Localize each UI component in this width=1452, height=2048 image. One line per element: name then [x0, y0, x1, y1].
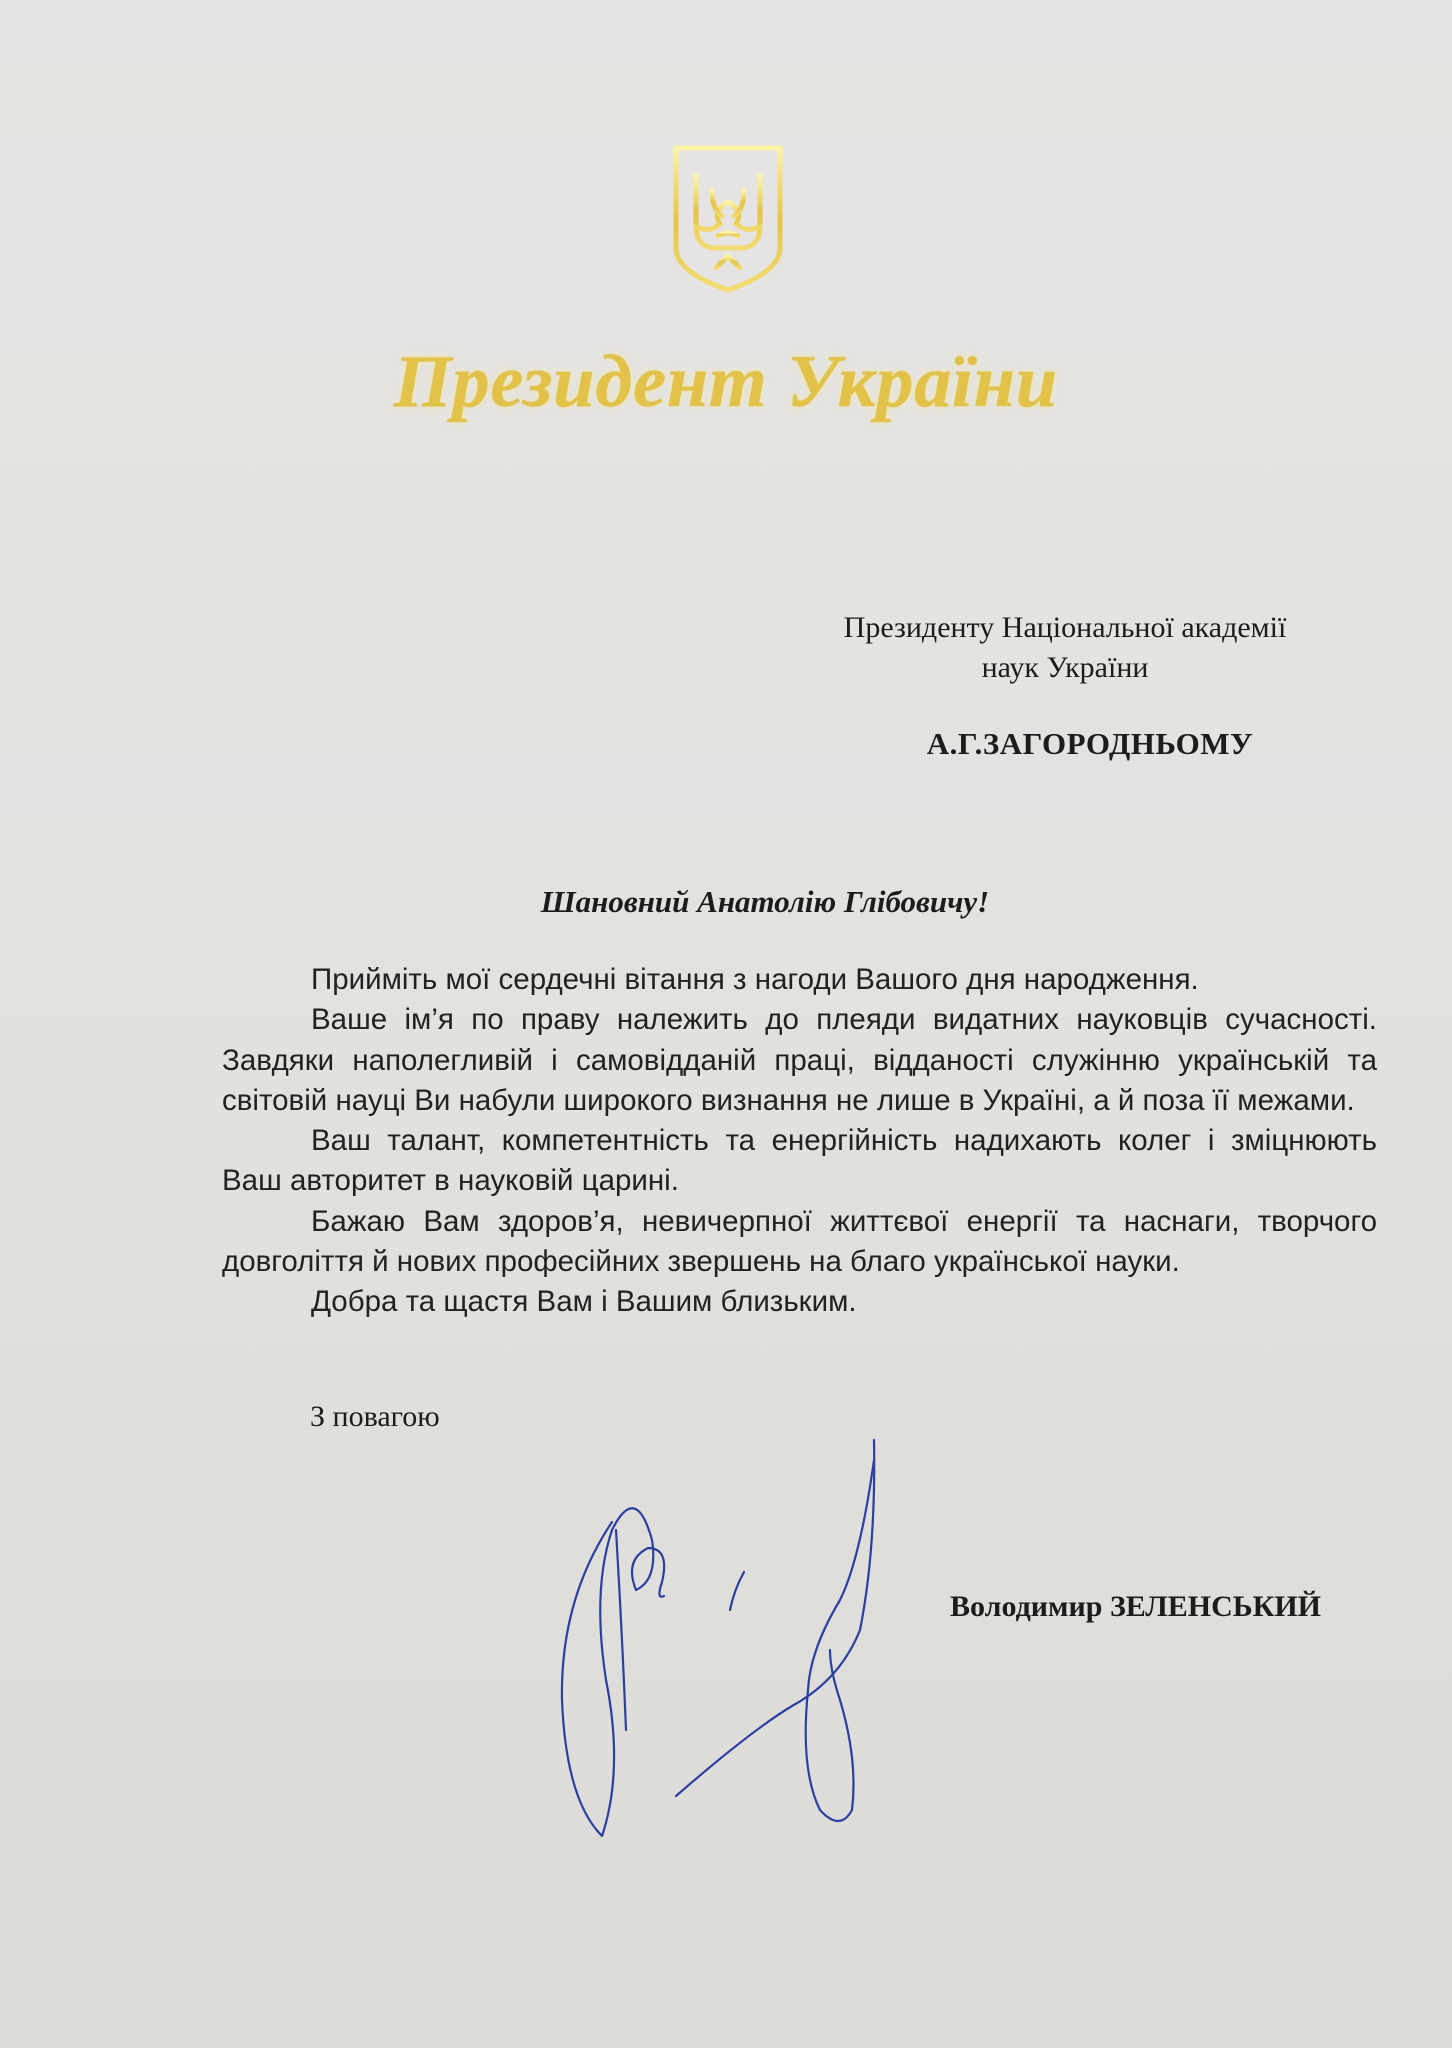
closing: З повагою	[310, 1400, 440, 1433]
coat-of-arms-icon	[672, 144, 784, 294]
handwritten-signature-icon	[540, 1430, 940, 1850]
paragraph: Ваш талант, компетентність та енергійність надихають колег і зміцнюють Ваш авторитет в науковій царині.	[222, 1124, 1377, 1198]
signer-name: Володимир ЗЕЛЕНСЬКИЙ	[950, 1590, 1322, 1623]
letterhead-title: Президент України	[393, 341, 1059, 423]
addressee-institution: наук України	[981, 651, 1149, 684]
paragraph: Добра та щастя Вам і Вашим близьким.	[311, 1285, 857, 1319]
addressee-name: А.Г.ЗАГОРОДНЬОМУ	[926, 726, 1254, 761]
letter-body	[222, 960, 1377, 1323]
addressee-title: Президенту Національної академії	[843, 611, 1287, 644]
paragraph: Ваше ім’я по праву належить до плеяди видатних науковців сучасності. Завдяки наполегливій і самовідданій праці, відданості служінню українській та світовій науці Ви набули широкого визнання не лише в Україні, а й поза її межами.	[222, 1003, 1377, 1117]
salutation: Шановний Анатолію Глібовичу!	[540, 884, 990, 919]
paragraph: Бажаю Вам здоров’я, невичерпної життєвої енергії та наснаги, творчого довголіття й нових професійних звершень на благо української науки.	[222, 1204, 1377, 1279]
paragraph: Прийміть мої сердечні вітання з нагоди Вашого дня народження.	[311, 963, 1199, 996]
